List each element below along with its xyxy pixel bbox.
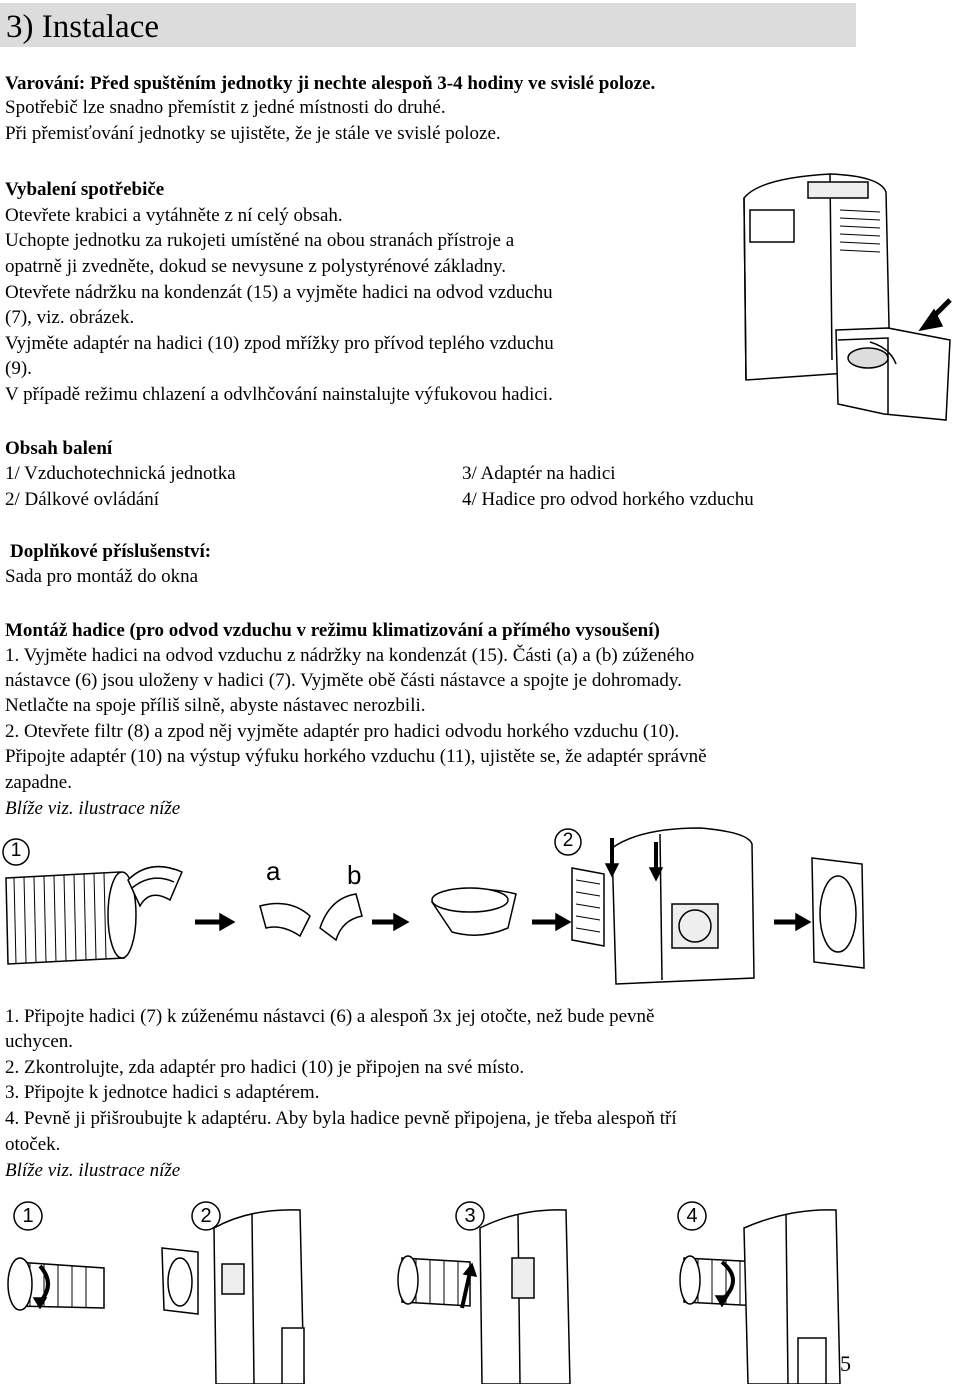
unpacking-heading: Vybalení spotřebiče	[5, 179, 165, 200]
unpacking-line: Vyjměte adaptér na hadici (10) zpod mřížky pro přívod teplého vzduchu	[5, 333, 554, 354]
figure2-step-number: 2	[200, 1205, 212, 1227]
step-line: 2. Zkontrolujte, zda adaptér pro hadici (10) je připojen na své místo.	[5, 1057, 525, 1078]
see-illustration-note: Blíže viz. ilustrace níže	[5, 798, 181, 819]
page-number: 5	[840, 1351, 851, 1376]
step-line: 4. Pevně ji přišroubujte k adaptéru. Aby byla hadice pevně připojena, je třeba alespoň tří	[5, 1108, 677, 1129]
unit-open-tank-illustration	[720, 170, 960, 430]
unpacking-line: Uchopte jednotku za rukojeti umístěné na obou stranách přístroje a	[5, 230, 515, 251]
unpacking-line: (9).	[5, 358, 32, 379]
page-title: 3) Instalace	[6, 9, 159, 45]
unpacking-line: V případě režimu chlazení a odvlhčování nainstalujte výfukovou hadici.	[5, 384, 553, 405]
unpacking-line: (7), viz. obrázek.	[5, 307, 135, 328]
contents-item: 1/ Vzduchotechnická jednotka	[5, 463, 236, 484]
accessories-item: Sada pro montáž do okna	[5, 566, 199, 587]
figure2-step-number: 1	[22, 1205, 34, 1227]
hose-assembly-line: 1. Vyjměte hadici na odvod vzduchu z nádržky na kondenzát (15). Části (a) a (b) zúženého	[5, 645, 695, 666]
step-line: 3. Připojte k jednotce hadici s adaptérem.	[5, 1082, 320, 1103]
figure2-step-number: 3	[464, 1205, 476, 1227]
warning-line-2: Spotřebič lze snadno přemístit z jedné místnosti do druhé.	[5, 97, 446, 118]
step-line: 1. Připojte hadici (7) k zúženému nástavci (6) a alespoň 3x jej otočte, než bude pevně	[5, 1006, 655, 1027]
step-line: otoček.	[5, 1134, 61, 1155]
step-number-2: 2	[562, 830, 574, 851]
warning-line-1: Varování: Před spuštěním jednotky ji nechte alespoň 3-4 hodiny ve svislé poloze.	[5, 73, 656, 94]
hose-assembly-line: nástavce (6) jsou uloženy v hadici (7). Vyjměte obě části nástavce a spojte je dohromady.	[5, 670, 682, 691]
hose-connection-steps-figure	[0, 1188, 860, 1384]
hose-assembly-line: Připojte adaptér (10) na výstup výfuku horkého vzduchu (11), ujistěte se, že adaptér správně	[5, 746, 707, 767]
part-b-label: b	[347, 860, 362, 890]
section-header-bar	[0, 3, 856, 47]
hose-assembly-heading: Montáž hadice (pro odvod vzduchu v režimu klimatizování a přímého vysoušení)	[5, 620, 660, 641]
unpacking-line: Otevřete krabici a vytáhněte z ní celý obsah.	[5, 205, 343, 226]
hose-assembly-line: 2. Otevřete filtr (8) a zpod něj vyjměte adaptér pro hadici odvodu horkého vzduchu (10).	[5, 721, 680, 742]
accessories-heading: Doplňkové příslušenství:	[10, 541, 212, 562]
hose-assembly-line: Netlačte na spoje příliš silně, abyste nástavec nerozbili.	[5, 695, 426, 716]
step-line: uchycen.	[5, 1031, 74, 1052]
contents-item: 4/ Hadice pro odvod horkého vzduchu	[462, 489, 754, 510]
hose-nozzle-assembly-figure	[0, 828, 960, 988]
unpacking-line: opatrně ji zvedněte, dokud se nevysune z polystyrénové základny.	[5, 256, 507, 277]
unpacking-line: Otevřete nádržku na kondenzát (15) a vyjměte hadici na odvod vzduchu	[5, 282, 553, 303]
contents-item: 2/ Dálkové ovládání	[5, 489, 160, 510]
contents-item: 3/ Adaptér na hadici	[462, 463, 616, 484]
part-a-label: a	[266, 856, 281, 886]
warning-line-3: Při přemisťování jednotky se ujistěte, že je stále ve svislé poloze.	[5, 123, 501, 144]
see-illustration-note: Blíže viz. ilustrace níže	[5, 1160, 181, 1181]
hose-assembly-line: zapadne.	[5, 772, 72, 793]
figure2-step-number: 4	[686, 1205, 698, 1227]
step-number-1: 1	[10, 840, 22, 861]
contents-heading: Obsah balení	[5, 438, 113, 459]
